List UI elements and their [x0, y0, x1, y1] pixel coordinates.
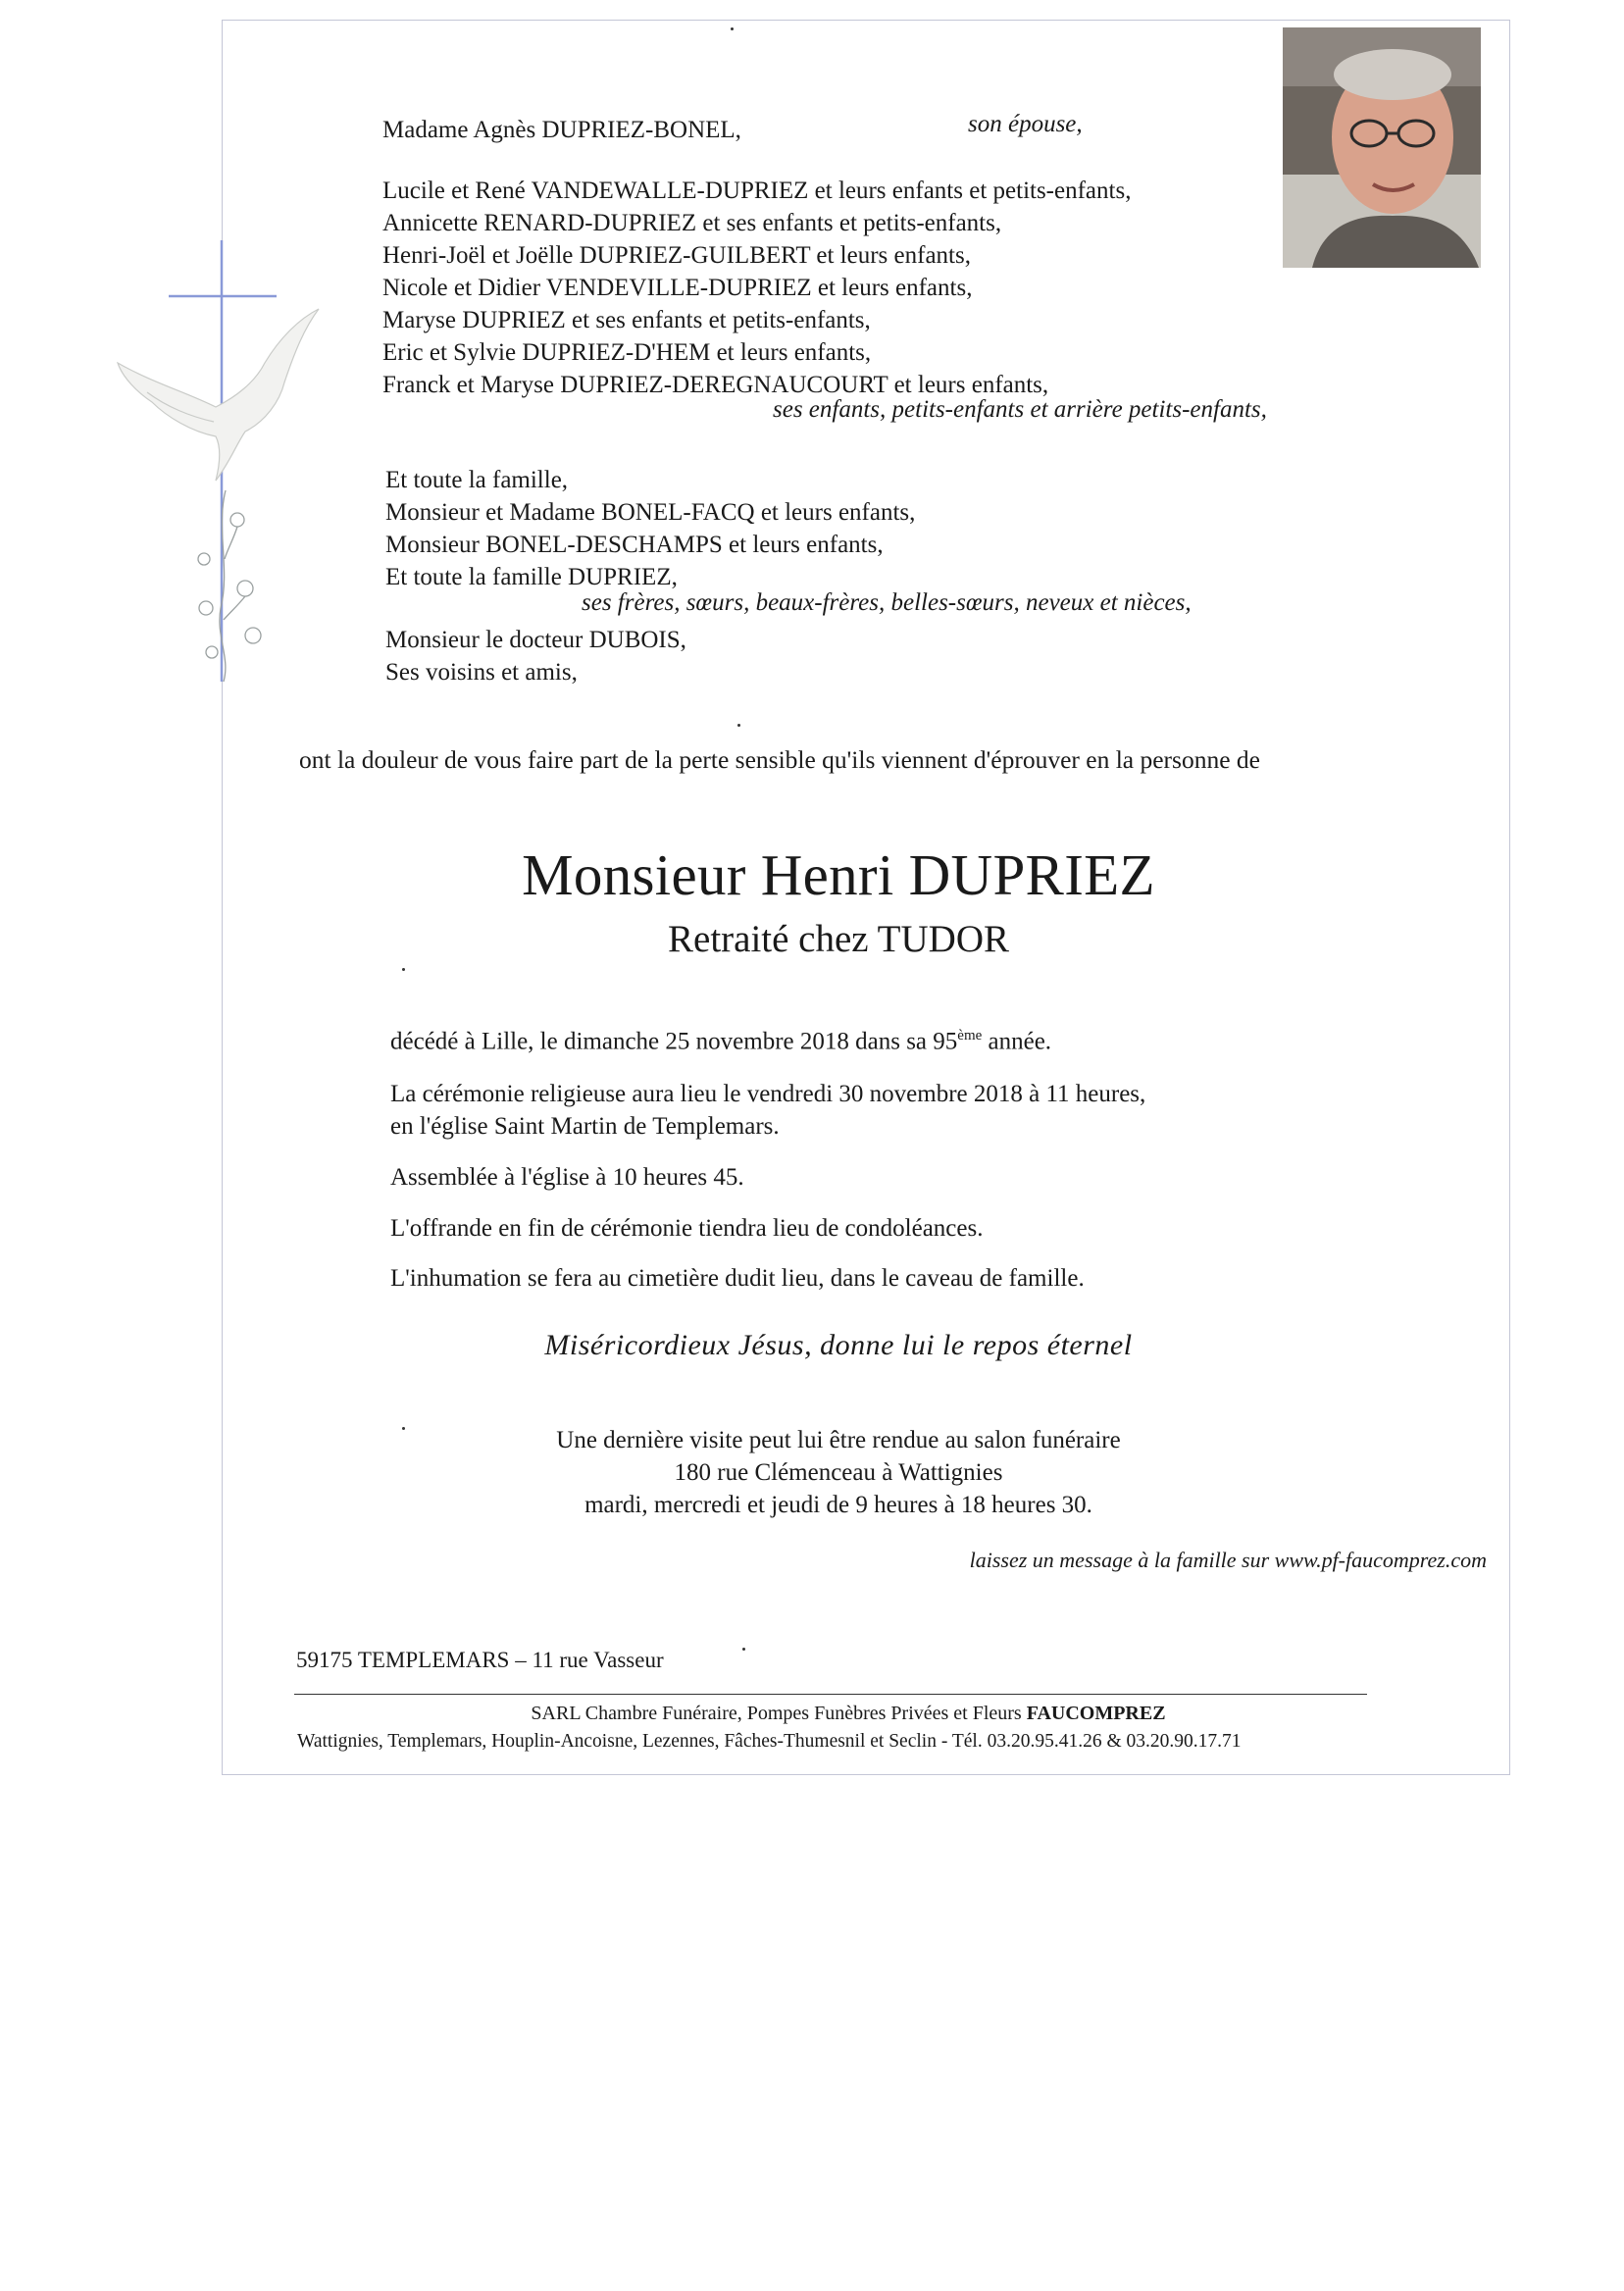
dove-icon: [118, 309, 319, 481]
family-line: Et toute la famille,: [385, 467, 569, 493]
visit-line: 180 rue Clémenceau à Wattignies: [674, 1459, 1003, 1486]
spouse-role: son épouse,: [968, 111, 1083, 137]
children-line: Lucile et René VANDEWALLE-DUPRIEZ et leurs enfants et petits-enfants,: [382, 178, 1132, 204]
scan-speck: [402, 968, 405, 971]
death-notice-superscript: ème: [957, 1028, 983, 1044]
family-line: Monsieur et Madame BONEL-FACQ et leurs enfants,: [385, 499, 916, 526]
deceased-occupation: Retraité chez TUDOR: [668, 918, 1009, 960]
scan-speck: [731, 27, 734, 30]
children-role: ses enfants, petits-enfants et arrière petits-enfants,: [773, 396, 1267, 423]
children-line: Nicole et Didier VENDEVILLE-DUPRIEZ et leurs enfants,: [382, 275, 973, 301]
burial-line: L'inhumation se fera au cimetière dudit lieu, dans le caveau de famille.: [390, 1265, 1085, 1292]
message-link[interactable]: laissez un message à la famille sur www.pf-faucomprez.com: [969, 1548, 1487, 1572]
lily-flower-icon: [198, 490, 261, 682]
death-notice: [390, 1028, 1051, 1055]
children-line: Annicette RENARD-DUPRIEZ et ses enfants et petits-enfants,: [382, 210, 1002, 236]
announcement-text: ont la douleur de vous faire part de la perte sensible qu'ils viennent d'éprouver en la personne de: [299, 745, 1260, 774]
children-line: Eric et Sylvie DUPRIEZ-D'HEM et leurs enfants,: [382, 339, 872, 366]
children-line: Maryse DUPRIEZ et ses enfants et petits-enfants,: [382, 307, 871, 333]
footer-company-name: FAUCOMPREZ: [1026, 1703, 1166, 1724]
assembly-line: Assemblée à l'église à 10 heures 45.: [390, 1164, 744, 1191]
spouse-name: Madame Agnès DUPRIEZ-BONEL,: [382, 117, 741, 143]
footer-company: [0, 1703, 1624, 1725]
ceremony-line: en l'église Saint Martin de Templemars.: [390, 1113, 780, 1140]
visit-line: mardi, mercredi et jeudi de 9 heures à 18 heures 30.: [584, 1492, 1092, 1518]
cross-dove-decoration: [108, 235, 333, 687]
death-notice-text: décédé à Lille, le dimanche 25 novembre 2018 dans sa 95: [390, 1028, 958, 1055]
scan-speck: [737, 724, 740, 727]
scan-speck: [742, 1648, 745, 1651]
doctor-line: Monsieur le docteur DUBOIS,: [385, 627, 686, 653]
deceased-photo: [1283, 27, 1481, 268]
scan-speck: [402, 1427, 405, 1430]
family-line: Et toute la famille DUPRIEZ,: [385, 564, 678, 590]
address-line: 59175 TEMPLEMARS – 11 rue Vasseur: [296, 1648, 664, 1672]
children-line: Franck et Maryse DUPRIEZ-DEREGNAUCOURT et leurs enfants,: [382, 372, 1049, 398]
family-line: Monsieur BONEL-DESCHAMPS et leurs enfants,: [385, 532, 884, 558]
visit-line: Une dernière visite peut lui être rendue au salon funéraire: [556, 1427, 1121, 1453]
footer-locations: Wattignies, Templemars, Houplin-Ancoisne, Lezennes, Fâches-Thumesnil et Seclin - Tél. 03.20.95.41.26 & 03.20.90.17.71: [297, 1731, 1242, 1752]
children-line: Henri-Joël et Joëlle DUPRIEZ-GUILBERT et leurs enfants,: [382, 242, 971, 269]
death-notice-suffix: année.: [982, 1028, 1052, 1055]
family-role: ses frères, sœurs, beaux-frères, belles-sœurs, neveux et nièces,: [582, 589, 1192, 616]
footer-divider: [294, 1694, 1367, 1695]
neighbours-line: Ses voisins et amis,: [385, 659, 578, 686]
offering-line: L'offrande en fin de cérémonie tiendra lieu de condoléances.: [390, 1215, 984, 1242]
prayer-text: Miséricordieux Jésus, donne lui le repos éternel: [544, 1329, 1133, 1361]
footer-company-text: SARL Chambre Funéraire, Pompes Funèbres Privées et Fleurs: [531, 1703, 1027, 1724]
ceremony-line: La cérémonie religieuse aura lieu le vendredi 30 novembre 2018 à 11 heures,: [390, 1081, 1146, 1107]
deceased-name: Monsieur Henri DUPRIEZ: [522, 842, 1155, 907]
